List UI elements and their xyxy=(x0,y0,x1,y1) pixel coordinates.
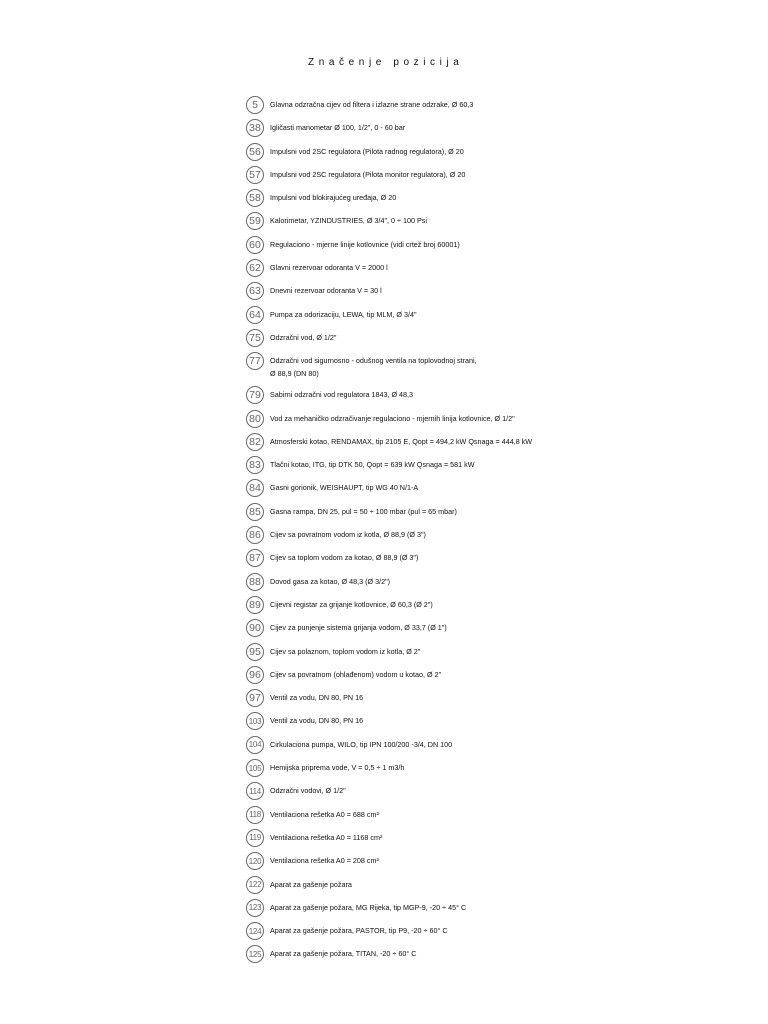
legend-item xyxy=(246,619,746,642)
legend-item xyxy=(246,759,746,782)
position-description xyxy=(270,833,382,843)
position-number-circle: 64 xyxy=(246,306,264,324)
description-line: Regulaciono - mjerne linije kotlovnice (vidi crtež broj 60001) xyxy=(270,239,460,249)
position-description xyxy=(270,147,464,157)
legend-item xyxy=(246,119,746,142)
position-number-circle: 63 xyxy=(246,282,264,300)
position-description xyxy=(270,310,417,320)
description-line: Dovod gasa za kotao, Ø 48,3 (Ø 3/2") xyxy=(270,576,391,586)
position-number-circle: 77 xyxy=(246,352,264,370)
position-number-circle: 104 xyxy=(246,736,264,754)
position-number-circle: 105 xyxy=(246,759,264,777)
position-description xyxy=(270,553,418,563)
position-description xyxy=(270,170,465,180)
legend-item xyxy=(246,386,746,409)
position-number-circle: 82 xyxy=(246,433,264,451)
legend-item xyxy=(246,143,746,166)
position-description xyxy=(270,460,475,470)
legend-item xyxy=(246,96,746,119)
description-line: Ventilaciona rešetka A0 = 208 cm² xyxy=(270,856,379,866)
description-line: Aparat za gašenje požara, MG Rijeka, tip MGP-9, -20 ÷ 45° C xyxy=(270,902,467,912)
position-number-circle: 85 xyxy=(246,503,264,521)
position-number-circle: 120 xyxy=(246,852,264,870)
position-number-circle: 57 xyxy=(246,166,264,184)
legend-item xyxy=(246,782,746,805)
position-number-circle: 80 xyxy=(246,410,264,428)
position-number-circle: 119 xyxy=(246,829,264,847)
position-number-circle: 86 xyxy=(246,526,264,544)
position-description xyxy=(270,880,352,890)
position-description xyxy=(270,123,405,133)
legend-item xyxy=(246,456,746,479)
position-number-circle: 118 xyxy=(246,806,264,824)
position-description xyxy=(270,600,433,610)
description-line: Aparat za gašenje požara, PASTOR, tip P9, -20 ÷ 60° C xyxy=(270,926,448,936)
position-description xyxy=(270,856,379,866)
legend-item xyxy=(246,306,746,329)
legend-item xyxy=(246,282,746,305)
legend-item xyxy=(246,712,746,735)
legend-item xyxy=(246,329,746,352)
position-legend xyxy=(246,96,746,969)
description-line: Dnevni rezervoar odoranta V = 30 l xyxy=(270,286,382,296)
position-description xyxy=(270,577,390,587)
description-line: Ventilaciona rešetka A0 = 688 cm² xyxy=(270,809,379,819)
description-line: Odzračni vodovi, Ø 1/2" xyxy=(270,786,346,796)
legend-item xyxy=(246,410,746,433)
position-description xyxy=(270,740,452,750)
position-description xyxy=(270,507,457,517)
description-line: Cijev sa povratnom vodom iz kotla, Ø 88,9 (Ø 3") xyxy=(270,530,426,540)
page-title: Značenje pozicija xyxy=(308,57,464,68)
description-line: Sabirni odzračni vod regulatora 1843, Ø 48,3 xyxy=(270,390,414,400)
position-description xyxy=(270,716,363,726)
position-description xyxy=(270,810,379,820)
description-line: Ventil za vodu, DN 80, PN 16 xyxy=(270,716,364,726)
position-description xyxy=(270,926,448,936)
description-line: Vod za mehaničko odzračivanje regulaciono - mjernih linija kotlovnice, Ø 1/2" xyxy=(270,413,515,423)
legend-item xyxy=(246,573,746,596)
position-description xyxy=(270,333,336,343)
position-description xyxy=(270,263,388,273)
position-number-circle: 90 xyxy=(246,619,264,637)
description-line: Tlačni kotao, ITG, tip DTK 50, Qopt = 639 kW Qsnaga = 581 kW xyxy=(270,460,475,470)
description-line: Odzračni vod sigurnosno - odušnog ventila na toplovodnoj strani, xyxy=(270,356,477,366)
position-number-circle: 97 xyxy=(246,689,264,707)
legend-item xyxy=(246,643,746,666)
description-line: Cijevni registar za grijanje kotlovnice, Ø 60,3 (Ø 2") xyxy=(270,599,433,609)
position-number-circle: 95 xyxy=(246,643,264,661)
description-line: Igličasti manometar Ø 100, 1/2", 0 - 60 bar xyxy=(270,123,406,133)
position-number-circle: 103 xyxy=(246,712,264,730)
description-line: Impulsni vod 2SC regulatora (Pilota radnog regulatora), Ø 20 xyxy=(270,146,464,156)
position-description xyxy=(270,903,466,913)
description-line: Cijev sa toplom vodom za kotao, Ø 88,9 (Ø 3") xyxy=(270,553,419,563)
position-description xyxy=(270,786,346,796)
legend-item xyxy=(246,806,746,829)
position-number-circle: 122 xyxy=(246,876,264,894)
description-line: Impulsni vod blokirajućeg uređaja, Ø 20 xyxy=(270,193,397,203)
legend-item xyxy=(246,166,746,189)
description-line: Cijev sa polaznom, toplom vodom iz kotla, Ø 2" xyxy=(270,646,421,656)
legend-item xyxy=(246,503,746,526)
position-description xyxy=(270,949,416,959)
description-line: Impulsni vod 2SC regulatora (Pilota monitor regulatora), Ø 20 xyxy=(270,169,466,179)
description-line: Gasna rampa, DN 25, pul = 50 ÷ 100 mbar (pul = 65 mbar) xyxy=(270,506,457,516)
position-description xyxy=(270,414,515,424)
position-description xyxy=(270,670,441,680)
description-line: Odzračni vod, Ø 1/2" xyxy=(270,332,337,342)
position-number-circle: 79 xyxy=(246,386,264,404)
legend-item xyxy=(246,945,746,968)
description-line: Glavna odzračna cijev od filtera i izlazne strane odzrake, Ø 60,3 xyxy=(270,100,474,109)
legend-item xyxy=(246,212,746,235)
legend-item xyxy=(246,736,746,759)
position-description xyxy=(270,763,404,773)
legend-item xyxy=(246,433,746,456)
position-description xyxy=(270,483,418,493)
position-number-circle: 89 xyxy=(246,596,264,614)
description-line: Gasni gorionik, WEISHAUPT, tip WG 40 N/1-A xyxy=(270,483,419,493)
position-description xyxy=(270,100,473,110)
position-number-circle: 75 xyxy=(246,329,264,347)
description-line-2: Ø 88,9 (DN 80) xyxy=(270,369,319,379)
description-line: Aparat za gašenje požara xyxy=(270,879,352,889)
position-number-circle: 62 xyxy=(246,259,264,277)
position-description xyxy=(270,193,396,203)
legend-item xyxy=(246,689,746,712)
position-number-circle: 87 xyxy=(246,549,264,567)
position-description xyxy=(270,693,363,703)
description-line: Ventilaciona rešetka A0 = 1168 cm² xyxy=(270,832,383,842)
position-number-circle: 56 xyxy=(246,143,264,161)
position-number-circle: 123 xyxy=(246,899,264,917)
position-description xyxy=(270,647,420,657)
legend-item xyxy=(246,596,746,619)
legend-item xyxy=(246,899,746,922)
legend-item xyxy=(246,876,746,899)
description-line: Pumpa za odorizaciju, LEWA, tip MLM, Ø 3/4" xyxy=(270,309,417,319)
legend-item xyxy=(246,829,746,852)
description-line: Glavni rezervoar odoranta V = 2000 l xyxy=(270,263,388,273)
description-line: Cijev sa povratnom (ohlađenom) vodom u kotao, Ø 2" xyxy=(270,669,442,679)
legend-item xyxy=(246,259,746,282)
position-number-circle: 96 xyxy=(246,666,264,684)
position-description xyxy=(270,623,447,633)
position-number-circle: 84 xyxy=(246,479,264,497)
description-line: Aparat za gašenje požara, TITAN, -20 ÷ 60° C xyxy=(270,949,417,959)
legend-item xyxy=(246,922,746,945)
legend-item xyxy=(246,852,746,875)
description-line: Cijev za punjenje sistema grijanja vodom, Ø 33,7 (Ø 1") xyxy=(270,623,447,633)
position-description xyxy=(270,390,413,400)
position-number-circle: 83 xyxy=(246,456,264,474)
position-description xyxy=(270,240,460,250)
position-description xyxy=(270,437,532,447)
position-number-circle: 5 xyxy=(246,96,264,114)
position-number-circle: 59 xyxy=(246,212,264,230)
position-number-circle: 58 xyxy=(246,189,264,207)
legend-item xyxy=(246,236,746,259)
position-description xyxy=(270,356,477,379)
legend-item xyxy=(246,526,746,549)
legend-item xyxy=(246,666,746,689)
position-number-circle: 124 xyxy=(246,922,264,940)
description-line: Ventil za vodu, DN 80, PN 16 xyxy=(270,693,364,703)
position-description xyxy=(270,530,426,540)
legend-item xyxy=(246,189,746,212)
description-line: Hemijska priprema vode, V = 0,5 ÷ 1 m3/h xyxy=(270,763,405,773)
position-number-circle: 38 xyxy=(246,119,264,137)
description-line: Kalorimetar, YZINDUSTRIES, Ø 3/4", 0 ÷ 100 Psi xyxy=(270,216,427,226)
description-line: Atmosferski kotao, RENDAMAX, tip 2105 E, Qopt = 494,2 kW Qsnaga = 444,8 kW xyxy=(270,436,533,446)
position-description xyxy=(270,216,427,226)
position-number-circle: 125 xyxy=(246,945,264,963)
position-description xyxy=(270,286,382,296)
legend-item xyxy=(246,352,746,386)
position-number-circle: 114 xyxy=(246,782,264,800)
position-number-circle: 60 xyxy=(246,236,264,254)
description-line: Cirkulaciona pumpa, WILO, tip IPN 100/200 -3/4, DN 100 xyxy=(270,739,453,749)
legend-item xyxy=(246,549,746,572)
legend-item xyxy=(246,479,746,502)
position-number-circle: 88 xyxy=(246,573,264,591)
